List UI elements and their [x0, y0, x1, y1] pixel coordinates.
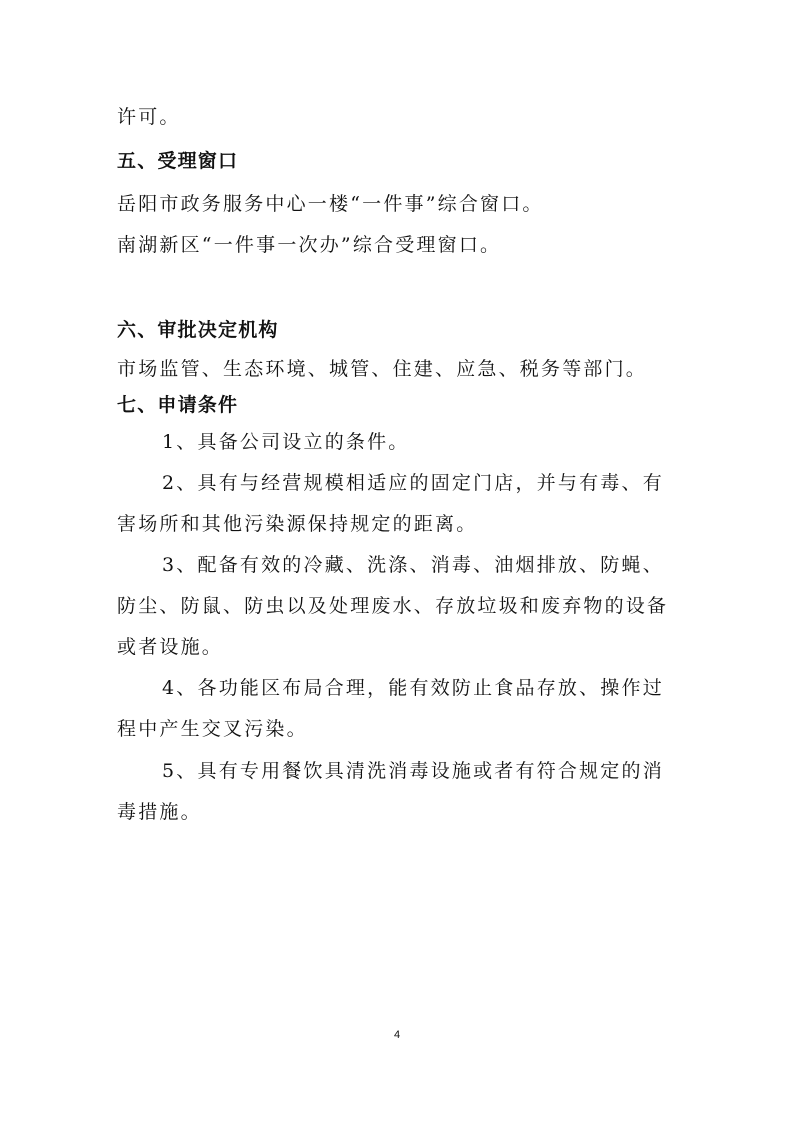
condition-4-line-2: 程中产生交叉污染。: [117, 718, 308, 740]
condition-3-line-3: 或者设施。: [117, 636, 224, 658]
section-6-paragraph-1: 市场监管、生态环境、城管、住建、应急、税务等部门。: [117, 358, 648, 380]
section-5-paragraph-1: 岳阳市政务服务中心一楼“一件事”综合窗口。: [117, 193, 544, 215]
page-number: 4: [393, 1029, 401, 1041]
condition-4-line-1: 4、各功能区布局合理，能有效防止食品存放、操作过: [162, 677, 664, 699]
condition-3-line-2: 防尘、防鼠、防虫以及处理废水、存放垃圾和废弃物的设备: [117, 595, 669, 617]
section-heading-6: 六、审批决定机构: [117, 319, 279, 341]
condition-2-line-2: 害场所和其他污染源保持规定的距离。: [117, 513, 478, 535]
section-5-paragraph-2: 南湖新区“一件事一次办”综合受理窗口。: [117, 234, 502, 256]
section-heading-5: 五、受理窗口: [117, 150, 239, 172]
condition-5-line-2: 毒措施。: [117, 801, 202, 823]
condition-2-line-1: 2、具有与经营规模相适应的固定门店，并与有毒、有: [162, 472, 664, 494]
section-heading-7: 七、申请条件: [117, 394, 239, 416]
condition-3-line-1: 3、配备有效的冷藏、洗涤、消毒、油烟排放、防蝇、: [162, 554, 664, 576]
condition-5-line-1: 5、具有专用餐饮具清洗消毒设施或者有符合规定的消: [162, 760, 664, 782]
condition-1-line-1: 1、具备公司设立的条件。: [162, 431, 410, 453]
continuation-text: 许可。: [117, 106, 181, 128]
